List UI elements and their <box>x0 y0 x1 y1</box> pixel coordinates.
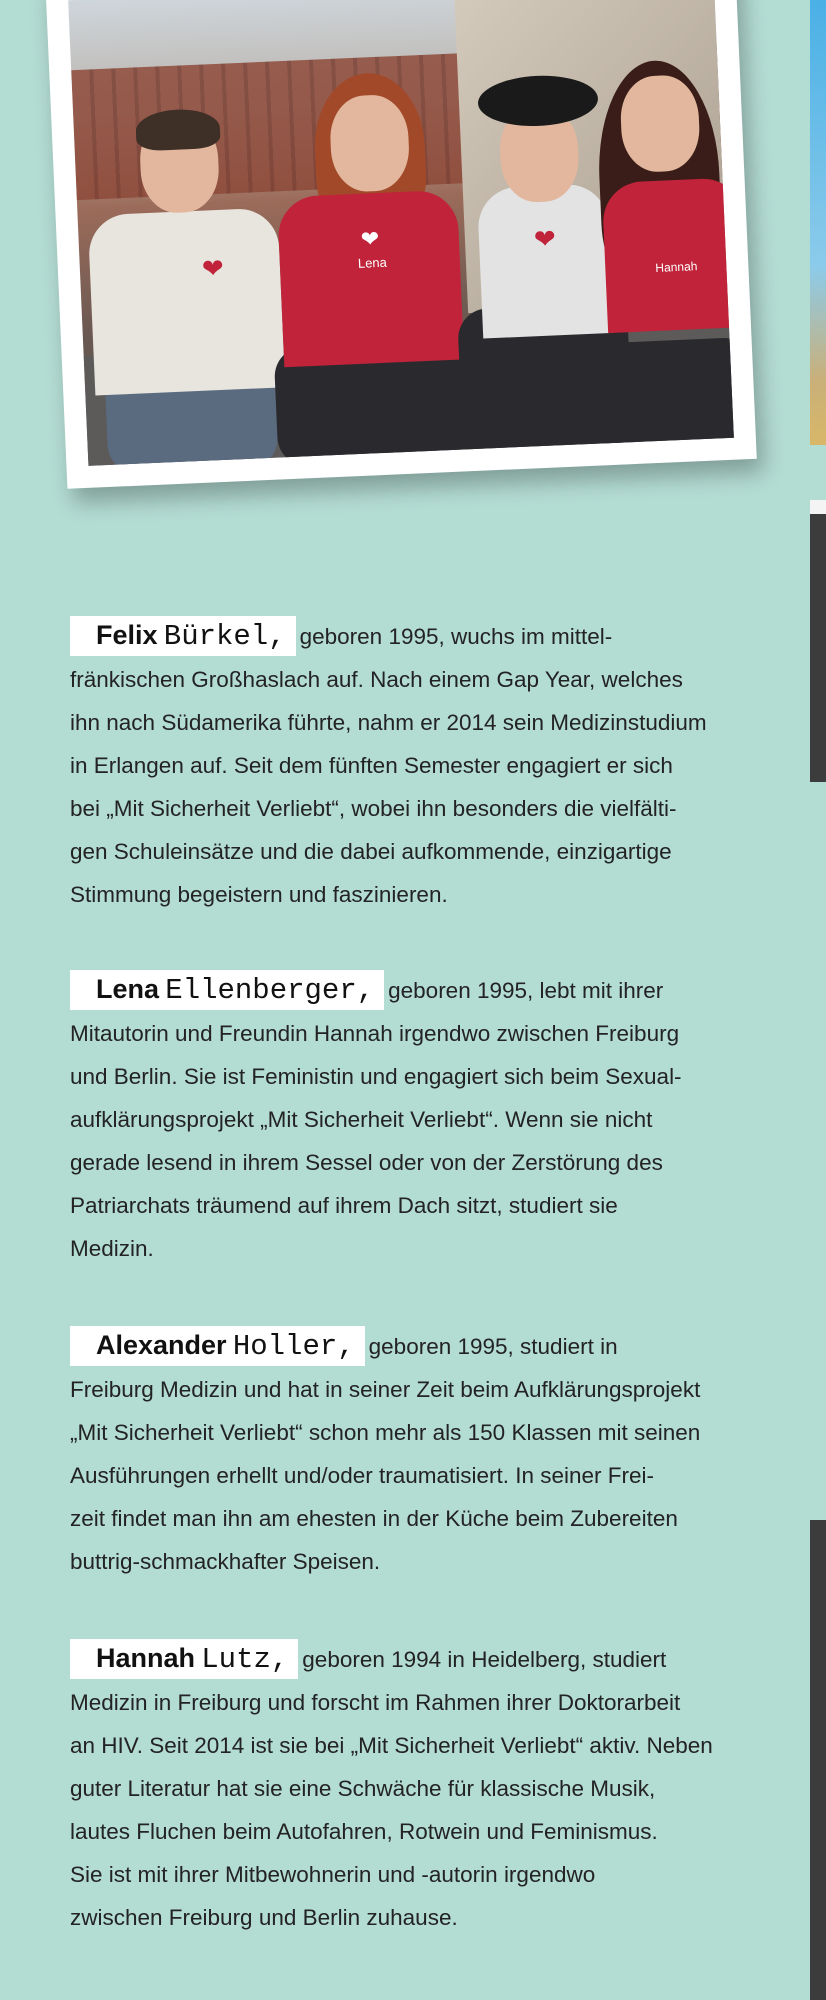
last-name: Ellenberger, <box>165 974 375 1007</box>
first-name: Alexander <box>96 1330 227 1360</box>
bio-felix: Felix Bürkel, geboren 1995, wuchs im mittel- fränkischen Großhaslach auf. Nach einem Gap Year, welches ihn nach Südamerika führte, nahm er 2014 sein Medizinstudium in Erlangen auf. Seit dem fünften Semester engagiert er sich bei „Mit Sicherheit Verliebt“, wobei ihn besonders die vielfälti- gen Schuleinsätze und die dabei aufkommende, einzigartige Stimmung begeistern und faszinieren. <box>70 615 770 916</box>
last-name: Lutz, <box>201 1643 289 1676</box>
shirt-name-lena: Lena <box>357 254 388 271</box>
name-highlight <box>70 970 384 1010</box>
author-group-photo <box>68 0 734 466</box>
bio-alexander: Alexander Holler, geboren 1995, studiert in Freiburg Medizin und hat in seiner Zeit beim Aufklärungsprojekt „Mit Sicherheit Verliebt“ schon mehr als 150 Klassen mit seinen Ausführungen erhellt und/oder traumatisiert. In seiner Frei- zeit findet man ihn am ehesten in der Küche beim Zubereiten buttrig-schmackhafter Speisen. <box>70 1325 770 1583</box>
first-name: Lena <box>96 974 160 1004</box>
heart-logo-icon: ❤ <box>360 225 380 252</box>
name-highlight <box>70 616 296 656</box>
first-name: Felix <box>96 620 158 650</box>
bio-lena: Lena Ellenberger, geboren 1995, lebt mit ihrer Mitautorin und Freundin Hannah irgendwo zwischen Freiburg und Berlin. Sie ist Feministin und engagiert sich beim Sexual- aufklärungsprojekt „Mit Sicherheit Verliebt“. Wenn sie nicht gerade lesend in ihrem Sessel oder von der Zerstörung des Patriarchats träumend auf ihrem Dach sitzt, studiert sie Medizin. <box>70 969 770 1270</box>
person-lena <box>260 39 478 466</box>
last-name: Bürkel, <box>163 620 286 653</box>
heart-logo-icon: ❤ <box>201 252 225 284</box>
shirt-name-hannah: Hannah <box>655 259 698 275</box>
person-hannah <box>575 17 734 454</box>
heart-logo-icon: ❤ <box>533 223 557 255</box>
bio-hannah: Hannah Lutz, geboren 1994 in Heidelberg, studiert Medizin in Freiburg und forscht im Rahmen ihrer Doktorarbeit an HIV. Seit 2014 ist sie bei „Mit Sicherheit Verliebt“ aktiv. Neben guter Literatur hat sie eine Schwäche für klassische Musik, lautes Fluchen beim Autofahren, Rotwein und Feminismus. Sie ist mit ihrer Mitbewohnerin und -autorin irgendwo zwischen Freiburg und Berlin zuhause. <box>70 1638 770 1939</box>
name-highlight <box>70 1639 298 1679</box>
person-felix <box>81 68 288 466</box>
author-photo-frame <box>45 0 757 489</box>
first-name: Hannah <box>96 1643 196 1673</box>
adjacent-page-edge <box>810 0 826 2000</box>
name-highlight <box>70 1326 365 1366</box>
last-name: Holler, <box>232 1330 355 1363</box>
